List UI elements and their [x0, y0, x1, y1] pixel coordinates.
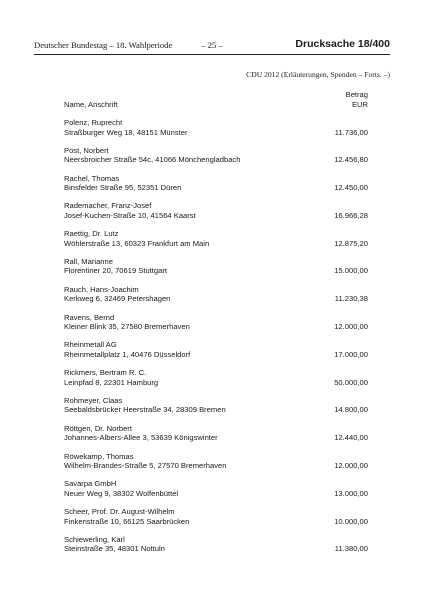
- list-item: [64, 396, 368, 424]
- donor-address: Leinpfad 8, 22301 Hamburg: [64, 377, 159, 387]
- list-item: [64, 340, 368, 368]
- donor-name: Rademacher, Franz-Josef: [64, 201, 152, 211]
- donor-address: Neersbroicher Straße 54c, 41066 Mönchengladbach: [64, 155, 241, 165]
- donation-amount: 11.230,38: [334, 294, 368, 304]
- list-item: [64, 535, 368, 563]
- page-header: [34, 38, 390, 55]
- list-item: [64, 507, 368, 535]
- list-item: [64, 118, 368, 146]
- donation-amount: 13.000,00: [334, 488, 368, 498]
- list-item: [64, 174, 368, 202]
- list-item: [64, 313, 368, 341]
- donation-list: [64, 118, 368, 563]
- donor-address: Neuer Weg 9, 38302 Wolfenbüttel: [64, 488, 179, 498]
- donor-address: Florentiner 20, 70619 Stuttgart: [64, 266, 168, 276]
- header-document-number: Drucksache 18/400: [295, 38, 390, 50]
- donation-amount: 12.450,00: [334, 183, 368, 193]
- list-item: [64, 285, 368, 313]
- section-subtitle: CDU 2012 (Erläuterungen, Spenden – Forts. –): [246, 70, 390, 79]
- header-publication: Deutscher Bundestag – 18. Wahlperiode: [34, 40, 173, 50]
- list-item: [64, 479, 368, 507]
- column-header-amount: [346, 90, 368, 109]
- donation-amount: 50.000,00: [334, 377, 368, 387]
- header-page-number: – 25 –: [201, 40, 223, 50]
- donation-amount: 11.736,00: [334, 127, 368, 137]
- donor-address: Johannes-Albers-Allee 3, 53639 Königswinter: [64, 433, 218, 443]
- donation-amount: 12.000,00: [334, 322, 368, 332]
- donor-address: Kleiner Blink 35, 27580 Bremerhaven: [64, 322, 190, 332]
- list-item: [64, 201, 368, 229]
- donor-name: Schiewerling, Karl: [64, 534, 125, 544]
- donor-name: Rachel, Thomas: [64, 173, 120, 183]
- donor-name: Rauch, Hans-Joachim: [64, 284, 139, 294]
- donor-name: Ravens, Bernd: [64, 312, 115, 322]
- donor-address: Finkenstraße 10, 66125 Saarbrücken: [64, 516, 190, 526]
- donation-amount: 14.800,00: [334, 405, 368, 415]
- donation-amount: 12.000,00: [334, 461, 368, 471]
- donor-name: Scheer, Prof. Dr. August-Wilhelm: [64, 507, 175, 517]
- donation-amount: 12.456,80: [334, 155, 368, 165]
- column-header-name: Name, Anschrift: [64, 100, 118, 109]
- donor-address: Straßburger Weg 18, 48151 Münster: [64, 127, 188, 137]
- column-header-amount-unit: EUR: [351, 99, 368, 109]
- donor-address: Josef-Kuchen-Straße 10, 41564 Kaarst: [64, 210, 196, 220]
- donor-name: Rheinmetall AG: [64, 340, 117, 350]
- donation-amount: 12.440,00: [334, 433, 368, 443]
- list-item: [64, 368, 368, 396]
- donor-name: Röttgen, Dr. Norbert: [64, 423, 132, 433]
- list-item: [64, 146, 368, 174]
- donor-name: Raettig, Dr. Lutz: [64, 229, 119, 239]
- donation-amount: 11.380,00: [334, 544, 368, 554]
- donor-name: Polenz, Ruprecht: [64, 118, 123, 127]
- list-item: [64, 229, 368, 257]
- donation-amount: 10.000,00: [334, 516, 368, 526]
- donor-address: Wöhlerstraße 13, 60323 Frankfurt am Main: [64, 238, 210, 248]
- donation-amount: 15.000,00: [334, 266, 368, 276]
- donation-amount: 16.966,28: [334, 210, 368, 220]
- donor-address: Kerkweg 6, 32469 Petershagen: [64, 294, 171, 304]
- column-header-amount-label: Betrag: [345, 90, 368, 99]
- donor-address: Seebaldsbrücker Heerstraße 34, 28309 Bremen: [64, 405, 226, 415]
- donor-name: Savarpa GmbH: [64, 479, 117, 489]
- donor-address: Binsfelder Straße 95, 52351 Düren: [64, 183, 182, 193]
- list-item: [64, 424, 368, 452]
- donation-amount: 12.875,20: [334, 238, 368, 248]
- donation-amount: 17.000,00: [334, 349, 368, 359]
- donor-name: Röwekamp, Thomas: [64, 451, 134, 461]
- donor-address: Rheinmetallplatz 1, 40476 Düsseldorf: [64, 349, 191, 359]
- list-item: [64, 452, 368, 480]
- donor-address: Steinstraße 35, 48301 Nottuln: [64, 544, 165, 554]
- donor-address: Wilhelm-Brandes-Straße 5, 27570 Bremerhaven: [64, 461, 227, 471]
- donor-name: Rohmeyer, Claas: [64, 395, 123, 405]
- donor-name: Rall, Marianne: [64, 256, 113, 266]
- donor-name: Post, Norbert: [64, 145, 109, 155]
- list-item: [64, 257, 368, 285]
- donor-name: Rickmers, Bertram R. C.: [64, 368, 147, 378]
